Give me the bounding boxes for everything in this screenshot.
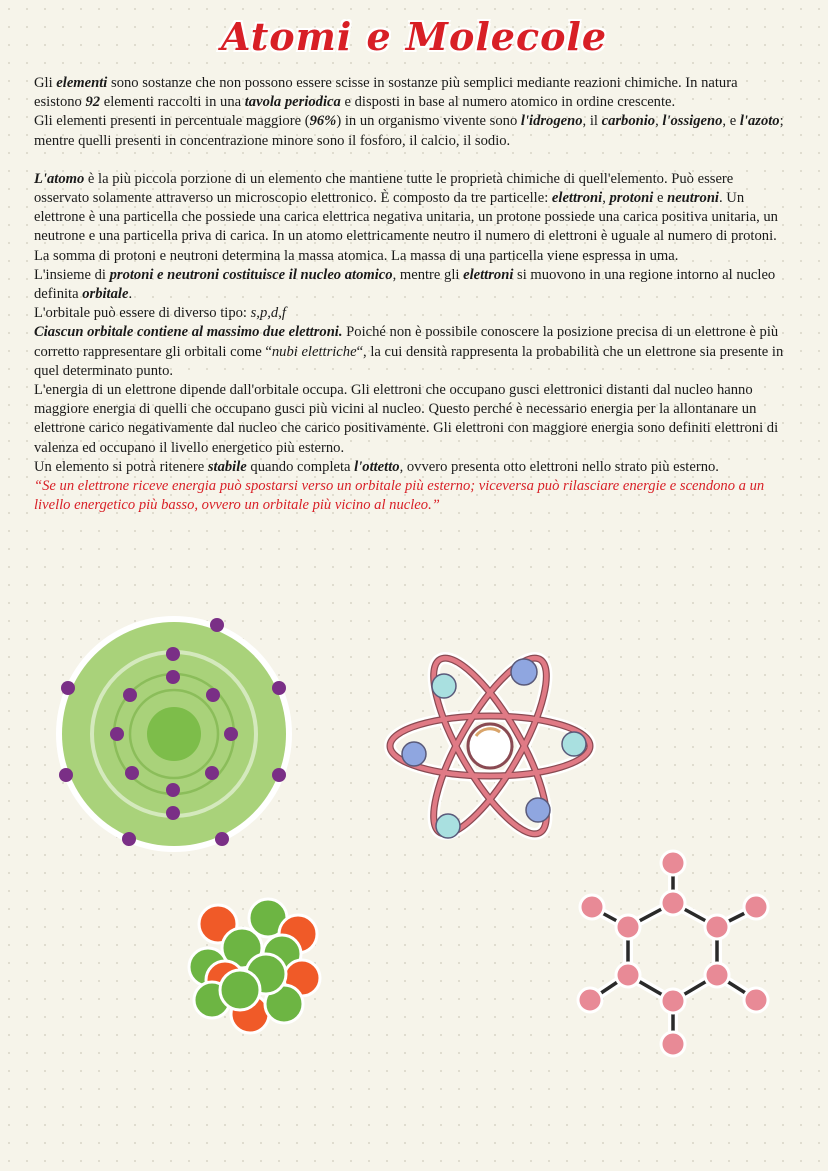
paragraph-energia: L'energia di un elettrone dipende dall'orbitale occupa. Gli elettroni che occupano gusci elettronici distanti dal nucleo hanno maggiore energia di quelli che occupano gusci più vicini al nucleo. Questo perché è necessario energia per la allontanare un elettrone carico negativamente dal nucleo che carico positivamente. Gli elettroni con maggiore energia sono definiti elettroni di valenza ed occupano il livello energetico più esterno. xyxy=(34,382,779,456)
page-title: Atomi e Molecole xyxy=(220,14,608,59)
benzene-molecule-icon xyxy=(570,845,775,1063)
paragraph-ottetto: Un elemento si potrà ritenere stabile quando completa l'ottetto, ovvero presenta otto elettroni nello strato più esterno. xyxy=(34,458,719,475)
paragraph-nucleo: L'insieme di protoni e neutroni costituisce il nucleo atomico, mentre gli elettroni si muovono in una regione intorno al nucleo definita orbitale. xyxy=(34,266,776,303)
document-body xyxy=(34,74,789,515)
paragraph-atomo: L'atomo è la più piccola porzione di un elemento che mantiene tutte le proprietà chimiche di quell'elemento. Può essere osservato solamente attraverso un microscopio elettronico. È composto da tre particelle: elettroni, protoni e neutroni. Un elettrone è una particella che possiede una carica elettrica negativa unitaria, un protone possiede una carica positiva unitaria, un neutrone e una particella priva di carica. In un atomo elettricamente neutro il numero di elettroni è uguale al numero di protoni. xyxy=(34,170,778,245)
paragraph-percentuale: Gli elementi presenti in percentuale maggiore (96%) in un organismo vivente sono l'idrogeno, il carbonio, l'ossigeno, e l'azoto; mentre quelli presenti in concentrazione minore sono il fosforo, il calcio, il sodio. xyxy=(34,113,784,149)
paragraph-gap xyxy=(34,151,789,170)
bohr-atom-icon xyxy=(50,610,300,860)
paragraph-orbitale: Ciascun orbitale contiene al massimo due elettroni. Poiché non è possibile conoscere la posizione precisa di un elettrone è più corretto rappresentare gli orbitali come “nubi elettriche“, la cui densità rappresenta la probabilità che un elettrone sia presente in quel determinato punto. xyxy=(34,324,784,379)
paragraph-orbitale-tipo: L'orbitale può essere di diverso tipo: s,p,d,f xyxy=(34,305,286,322)
quote-energia: “Se un elettrone riceve energia può spostarsi verso un orbitale più esterno; viceversa può rilasciare energie e scendono a un livello energetico più basso, ovvero un orbitale più vicino al nucleo.” xyxy=(34,478,765,514)
paragraph-massa: La somma di protoni e neutroni determina la massa atomica. La massa di una particella viene espressa in uma. xyxy=(34,247,679,264)
paragraph-elementi: Gli elementi sono sostanze che non possono essere scisse in sostanze più semplici mediante reazioni chimiche. In natura esistono 92 elementi raccolti in una tavola periodica e disposti in base al numero atomico in ordine crescente. xyxy=(34,75,738,111)
orbital-atom-icon xyxy=(382,650,607,845)
nucleus-icon xyxy=(180,892,330,1042)
